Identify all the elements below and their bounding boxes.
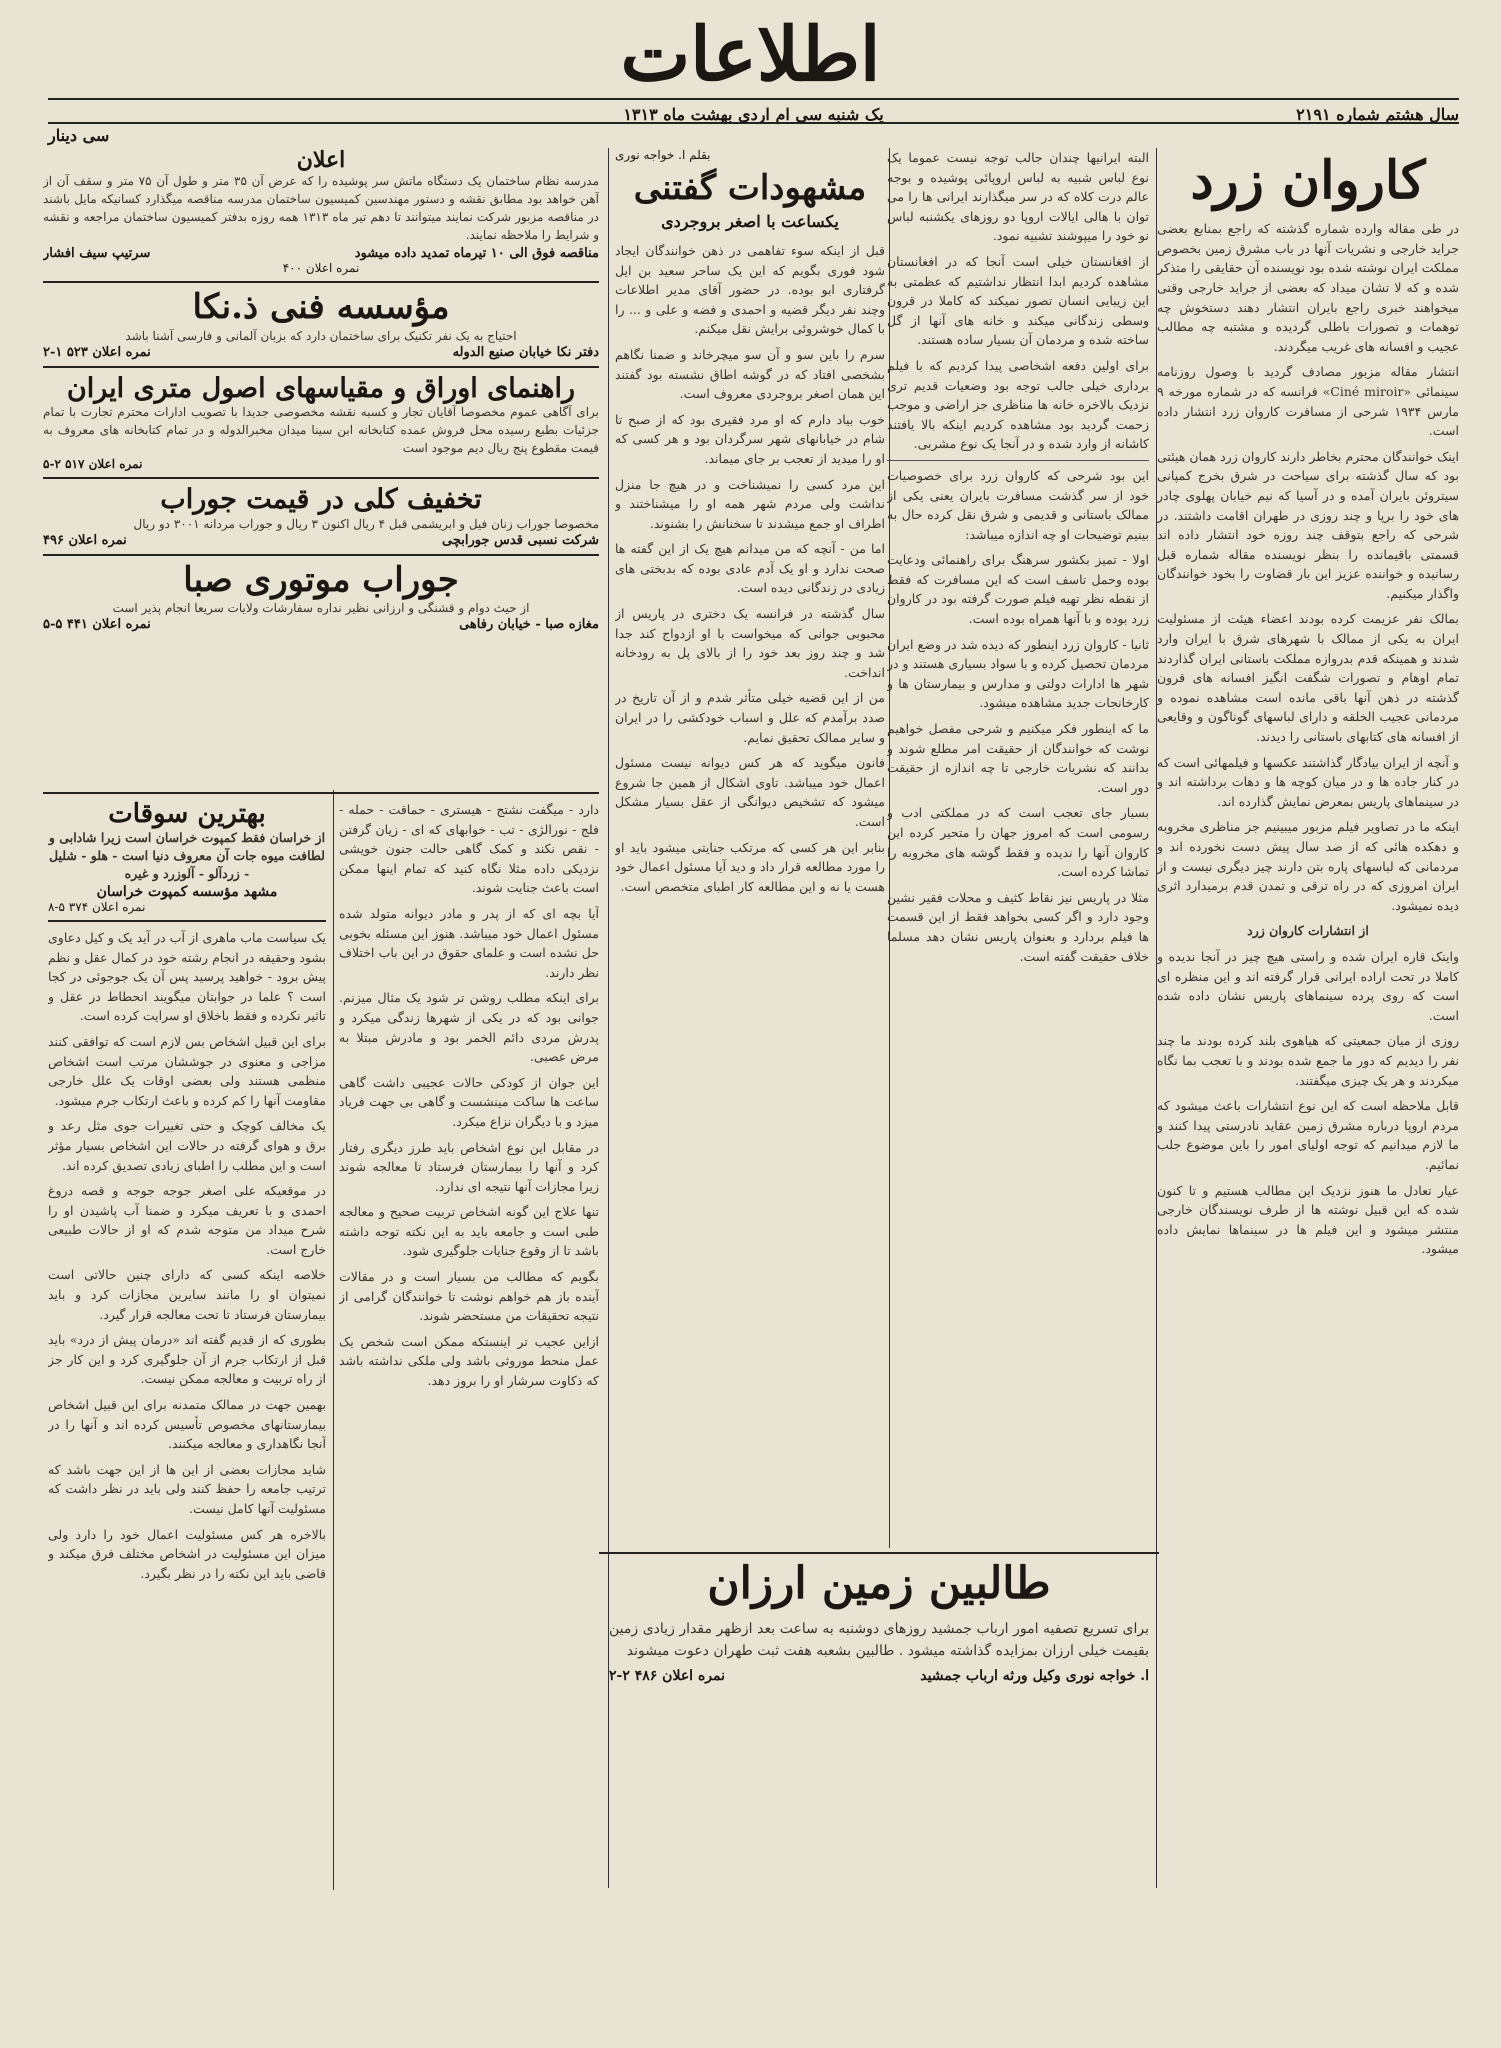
article-caravan-col2 (887, 148, 1149, 1540)
article-observations (615, 148, 885, 1883)
paragraph: سرم را باین سو و آن سو میچرخاند و ضمنا نگاهم بشخصی افتاد که در گوشه اطاق نشسته بود گفتند این همان اصغر بروجردی معروف است. (615, 346, 885, 402)
paragraph: برای این قبیل اشخاص بس لازم است که توافقی کنند مزاجی و معنوی در جوششان مرتب است اشخاص منظمی هستند ولی بعضی اوقات یک علل خارجی مقاومت آنها را کم کرده و باعث ارتکاب جرم میشود. (48, 1033, 326, 1108)
ad-naka (43, 289, 599, 359)
divider (43, 554, 599, 556)
paragraph: واینک قاره ایران شده و راستی هیچ چیز در آنجا ندیده و کاملا در تحت اراده ایرانی قرار گرفته اند و این منظره ای است که روی پرده سینماهای پاریس نشان داده شده است. (1157, 948, 1459, 1023)
paragraph: اینکه ما در تصاویر فیلم مزبور میبینیم جز مناظری مخروبه و دهکده هائی که از صد سال پیش دست نخورده اند و مردمانی که لباسهای پاره بتن دارند چیز دیگری نیست و از ایران امروزی که در راه ترقی و تمدن قدم برمیدارد اثری دیده نمیشود. (1157, 819, 1459, 913)
ad-khorasan-compote (48, 800, 326, 914)
ad-body: از خراسان فقط کمپوت خراسان است زیرا شادابی و لطافت میوه جات آن معروف دنیا است - هلو - شلیل - زردآلو - آلوزرد و غیره (48, 829, 326, 881)
paragraph: سال گذشته در فرانسه یک دختری در پاریس از محبوبی جوانی که میخواست با او ازدواج کند جدا شد و چند روز بعد خود را از بالای پل به رودخانه انداخت. (615, 606, 885, 680)
paragraph: بسیار جای تعجب است که در مملکتی ادب و رسومی است که امروز جهان را متحیر کرده این کاروان آنها را ندیده و فقط گوشه های مخروبه را تماشا کرده است. (887, 805, 1149, 880)
paragraph: خلاصه اینکه کسی که دارای چنین حالاتی است نمیتوان او را مانند سایرین مجازات کرد و باید بیمارستان فرستاد تا تحت معالجه قرار گیرد. (48, 1267, 326, 1322)
ad-announcement (43, 148, 599, 275)
ad-number: نمره اعلان ۴۹۶ (43, 532, 127, 548)
divider (43, 281, 599, 283)
article-headline: کاروان زرد (1190, 150, 1426, 211)
paragraph: من از این قضیه خیلی متأثر شدم و از آن تاریخ در صدد برآمدم که علل و اسباب خودکشی را در ایران و سایر ممالک تحقیق نمایم. (615, 690, 885, 745)
paragraph: در موقعیکه علی اصغر جوجه جوجه و قصه دروغ احمدی و با تعریف میکرد و ضمنا آب پاشیدن او را شرح میداد من متوجه شدم که او از حالات طبیعی خارج است. (48, 1183, 326, 1257)
paragraph: در طی مقاله وارده شماره گذشته که راجع بمنابع بعضی جراید خارجی و نشریات آنها در باب مشرق زمین بخصوص مملکت ایران نوشته شده بود نویسنده آن حقایقی را متذکر شده و که لا تشان میداد که بعضی از جراید خارجی وقتی میخواهند خبری راجع بایران انتشار دهند دستخوش چه توهمات و تصورات باطلی گردیده و مشتبه چه مطالب عجیب و افسانه های غریب میگردند. (1157, 221, 1459, 354)
ads-column (43, 148, 599, 778)
ad-title: جوراب موتوری صبا (183, 559, 459, 600)
paragraph: در مقابل این نوع اشخاص باید طرز دیگری رفتار کرد و آنها را بیمارستان فرستاد تا معالجه شوند زیرا مجازات آنها نتیجه ای ندارد. (339, 1139, 599, 1194)
ad-body: احتیاج به یک نفر تکنیک برای ساختمان دارد که بزبان آلمانی و فارسی آشنا باشد (125, 328, 517, 343)
ad-footer-text: مشهد مؤسسه کمپوت خراسان (96, 883, 278, 900)
ad-footer-text: شرکت نسبی قدس جورابچی (442, 532, 599, 548)
paragraph: ثانیا - کاروان زرد اینطور که دیده شد در وضع ایران مردمان تحصیل کرده و با سواد بسیاری هستند و در شهر ها ادارات دولتی و مدارس و بیمارستان ها و کارخانجات جدید مشاهده میشود. (887, 636, 1149, 711)
ad-title: تخفیف کلی در قیمت جوراب (160, 484, 482, 516)
paragraph: دارد - میگفت نشتج - هیستری - حماقت - حمله - فلج - نورالژی - تب - خوابهای که ای - زیان گرفتن - نقص نکند و کمک گاهی حالت جنون خویشی نزدیکی داده مثلا نگاه کنید که تمام اینها ممکن است باعث جنایت شوند. (339, 802, 599, 896)
paragraph: اینک خوانندگان محترم بخاطر دارند کاروان زرد همان هیئتی بود که سال گذشته برای سیاحت در شرق بخرج کمپانی سیتروئن بایران آمده و در آسیا که نیم خیابان پهلوی چادر های خود را برپا و چند روزی در طهران اقامت داشتند. در شرحی که راجع بتوقف چند روزه خود انتشار داده اند قسمتی باقیمانده را بنظر نویسنده مقاله شماره قبل رسانیده و خواننده عزیز این بار قضاوت را بخود خوانندگان واگذار میکنیم. (1157, 448, 1459, 601)
paragraph: یک مخالف کوچک و حتی تغییرات جوی مثل رعد و برق و هوای گرفته در حالات این اشخاص بسیار مؤثر است و این مطلب را اطبای زیادی تصدیق کرده اند. (48, 1118, 326, 1173)
left-column (48, 800, 326, 1885)
divider (48, 920, 326, 922)
paragraph: انتشار مقاله مزبور مصادف گردید با وصول روزنامه سینمائی «Ciné miroir» فرانسه که در شماره مورخه ۹ مارس ۱۹۳۴ شرحی از مسافرت کاروان زرد انتشار داده است. (1157, 364, 1459, 439)
column-divider (333, 790, 334, 1890)
dateline (48, 102, 1459, 145)
article-headline: مشهودات گفتنی (633, 168, 867, 208)
divider (43, 792, 599, 794)
paragraph: از افغانستان خیلی است آنجا که در افغانستان مشاهده کردیم ابدا انتظار نداشتیم که عظمتی به این زیبایی انسان تصور نمیکند که کاملا در قرون وسطی زندگانی میکند و خانه های آنها از گل ساخته شده و مردمان آن بسیار ساده هستند. (887, 253, 1149, 348)
ad-footer (43, 246, 599, 261)
ad-footer (43, 617, 599, 632)
paragraph: فانون میگوید که هر کس دیوانه نیست مسئول اعمال خود میباشد. تاوی اشکال از همین جا شروع میشود که تشخیص دیوانگی از عقل بسیار مشکل است. (615, 755, 885, 830)
ad-body: برای تسریع تصفیه امور ارباب جمشید روزهای دوشنبه به ساعت بعد ازظهر مقدار زیادی زمین بقیمت خیلی ارزان بمزایده گذاشته میشود . طالبین بشعبه هفت ثبت طهران دعوت میشوند (609, 1621, 1149, 1660)
article-caravan-col1 (1157, 148, 1459, 1883)
paragraph: بمالک نفر عزیمت کرده بودند اعضاء هیئت از مسئولیت ایران به یکی از ممالک با شهرهای شرق با ایران وارد شدند و همینکه قدم بدروازه مملکت باستانی ایران گذاردند تمام اوهام و تصورات شگفت انگیز افسانه های قرون گذشته در ذهن آنها باقی مانده است مشاهده نموده و مردمانی عجیب الخلقه و دارای لباسهای گوناگون و وقایعی از افسانه های کتابهای باستانی را دیدند. (1157, 611, 1459, 745)
paragraph: برای اینکه مطلب روشن تر شود یک مثال میزنم. جوانی بود که در یکی از شهرها زندگی میکرد و پدرش مردی دائم الخمر بود و مادرش مبتلا به مرض عصبی. (339, 990, 599, 1065)
section-caption: از انتشارات کاروان زرد (1247, 923, 1369, 939)
ad-sock-discount (43, 485, 599, 548)
ad-number: نمره اعلان ۴۰۰ (282, 261, 360, 276)
paragraph: یک سیاست ماب ماهری از آب در آید یک و کیل دعاوی بشود وحقیقه در انجام رشته خود در کمال عقل و نظم پیش برود - خواهید پرسید پس آن یک جوجوئی در کجا است ؟ علما در جوابتان میگویند انحطاط در عقل و تاثیر نکرده و فقط باخلاق او سرایت کرده است. (48, 929, 326, 1024)
paragraph: این بود شرحی که کاروان زرد برای خصوصیات خود از سر گذشت مسافرت بایران یعنی یکی از ممالک باستانی و قدیمی و شرق نقل کرده حال به بینیم توضیحات او چه اندازه میباشد: (887, 467, 1149, 542)
paragraph: بالاخره هر کس مسئولیت اعمال خود را دارد ولی میزان این مسئولیت در اشخاص مختلف فرق میکند و قاضی باید این نکته را در نظر بگیرد. (48, 1526, 326, 1581)
ad-footer (43, 533, 599, 548)
ad-footer-text: مناقصه فوق الی ۱۰ تیرماه تمدید داده میشود (354, 246, 599, 262)
paragraph: این مرد کسی را نمیشناخت و در هیچ جا منزل نداشت ولی مردم شهر همه او را میشناختند و اطراف او جمع میشدند تا سخنانش را بشنوند. (615, 476, 885, 531)
masthead-rule-bottom (48, 122, 1459, 124)
article-body (1157, 219, 1459, 1259)
divider (43, 477, 599, 479)
ad-body: مدرسه نظام ساختمان یک دستگاه ماتش سر پوشیده را که عرض آن ۳۵ متر و طول آن ۷۵ متر و سقف آن از آهن خواهد بود مطابق نقشه و دستور مهندسین کمیسیون ساختمان مدرسه مناقصه میگذارد کسانیکه مایل باشند در مناقصه مزبور شرکت نمایند میتوانند تا دهم تیر ماه ۱۳۱۳ همه روزه بدفتر کمیسیون ساختمان مراجعه و نقشه و شرایط را ملاحظه نمایند. (43, 174, 599, 243)
ad-number: نمره اعلان ۴۴۱ ۵-۵ (43, 617, 151, 633)
ad-footer-text: دفتر نکا خیابان صنیع الدوله (452, 344, 599, 360)
paragraph: بهمین جهت در ممالک متمدنه برای این قبیل اشخاص بیمارستانهای مخصوص تأسیس کرده اند و آنها را در آنجا نگاهداری و معالجه میکنند. (48, 1397, 326, 1452)
ad-title: راهنمای اوراق و مقیاسهای اصول متری ایران (66, 372, 576, 404)
paragraph: برای اولین دفعه اشخاصی پیدا کردیم که با فیلم برداری خیلی جالب توجه بود وضعیات قدیم تری نزدیک بالاخره خانه ها مناظری جز اراضی و موجب زحمت گردید بود مشاهده کردیم اینکه بالا یافتند کاشانه از وارد شده و در آنجا یک نوع مشربی. (887, 357, 1149, 452)
paragraph: تنها علاج این گونه اشخاص تربیت صحیح و معالجه طبی است و جامعه باید به این نکته توجه داشته باشد تا از وقوع جنایات جلوگیری شود. (339, 1204, 599, 1259)
paragraph: قابل ملاحظه است که این نوع انتشارات باعث میشود که مردم اروپا درباره مشرق زمین عقاید نادرستی پیدا کنند و ما لازم میدانیم که توجه اولیای امور را باین موضوع جلب نمائیم. (1157, 1098, 1459, 1172)
paragraph: بطوری که از قدیم گفته اند «درمان پیش از درد» باید قبل از ارتکاب جرم از آن جلوگیری کرد و این کار جز از راه تربیت و معالجه ممکن نیست. (48, 1332, 326, 1387)
paragraph: آیا بچه ای که از پدر و مادر دیوانه متولد شده مسئول اعمال خود میباشد. هنوز این مسئله بخوبی حل نشده است و علمای حقوق در این باب اختلاف نظر دارند. (339, 905, 599, 980)
divider (887, 460, 1149, 461)
ad-number: نمره اعلان ۵۱۷ ۲-۵ (43, 457, 143, 472)
ad-saba-socks (43, 559, 599, 633)
paragraph: مثلا در پاریس نیز نقاط کثیف و محلات فقیر نشین وجود دارد و اگر کسی بخواهد فقط از این قسمت ها فیلم بردارد و بعنوان پاریس نشان دهد مسلما خلاف حقیقت گفته است. (887, 889, 1149, 964)
article-observations-continued (339, 800, 599, 1885)
issue-number: سال هشتم شماره ۲۱۹۱ (1296, 105, 1459, 124)
paragraph: این جوان از کودکی حالات عجیبی داشت گاهی ساعت ها ساکت مینشست و گاهی بی جهت فریاد میزد و با دیگران نزاع میکرد. (339, 1074, 599, 1129)
ad-footer-text: مغازه صبا - خیابان رفاهی (459, 617, 599, 633)
ad-title: طالبین زمین ارزان (707, 1560, 1051, 1609)
paragraph: بنابر این هر کسی که مرتکب جنایتی میشود باید او را مورد مطالعه قرار داد و دید آیا مسئول اعمال خود هست یا نه و این مطالعه کار اطبای متخصص است. (615, 839, 885, 894)
paragraph: و آنچه از ایران بیادگار گذاشتند عکسها و فیلمهائی است که در کنار جاده ها و در میان کوچه ها و دهات برداشته اند و در سینماهای پاریس بمعرض نمایش گذارده اند. (1157, 754, 1459, 809)
ad-title: اعلان (296, 148, 346, 173)
paragraph: شاید مجازات بعضی از این ها از این جهت باشد که ترتیب جامعه را حفظ کنند ولی باید در نظر داشت که مسئولیت آنها کامل نیست. (48, 1461, 326, 1517)
ad-number: نمره اعلان ۵۲۳ ۱-۲ (43, 344, 151, 360)
ad-number: نمره اعلان ۳۷۴ ۵-۸ (48, 899, 146, 914)
masthead-rule-top (48, 98, 1459, 100)
paragraph: عیار تعادل ما هنوز نزدیک این مطالب هستیم و تا کنون شده که این قبیل نوشته ها از طرف نویسندگان خارجی منتشر میشود و این فیلم ها در سینماها نمایش داده میشود. (1157, 1182, 1459, 1257)
paragraph: ازاین عجیب تر اینستکه ممکن است شخص یک عمل منحط موروثی باشد ولی ملکی نداشته باشد که ذکاوت سرشار او را بروز دهد. (339, 1333, 599, 1389)
ad-metric-guide (43, 374, 599, 472)
paragraph: بگویم که مطالب من بسیار است و در مقالات آینده باز هم خواهم نوشت تا خوانندگان گرامی از نتیجه تحقیقات من مستحضر شوند. (339, 1269, 599, 1324)
paragraph: اولا - تمیز بکشور سرهنگ برای راهنمائی ودعایت بوده وحمل تاسف است که این مسافرت که فقط از نقطه نظر تهیه فیلم صورت گرفته بود در کاروان زرد بوده و با آنها همراه بوده است. (887, 552, 1149, 627)
article-body (615, 241, 885, 896)
paragraph: البته ایرانیها چندان جالب توجه نیست عموما یک نوع لباس شبیه به لباس اروپائی پوشیده و بوجه عالم درت کلاه که در سر میگذارند ایرانی ها را می توان با هالی ایالات اروپا دو روزهای یکشنبه لباس نو خود را میپوشند تشبیه نمود. (887, 150, 1149, 244)
ad-signature: سرتیپ سیف افشار (43, 246, 151, 262)
article-body (339, 800, 599, 1391)
ad-body: برای آگاهی عموم مخصوصا آقایان تجار و کسبه نقشه مخصوصی جدیدا با تصویب ادارات محترم تجارت با تمام جزئیات بطبع رسیده محل فروش عمده کتابخانه ابن سینا میدان مخبرالدوله و در تمام کتابخانه های معروف به قیمت مقطوع پنج ریال دیم موجود است (43, 405, 599, 456)
ad-body: مخصوصا جوراب زنان فیل و ابریشمی قبل ۴ ریال اکنون ۳ ریال و جوراب مردانه ۳۰۰۱ دو ریال (133, 516, 599, 531)
byline: بقلم ا. خواجه نوری (615, 148, 711, 162)
masthead-title: اطلاعات (620, 12, 881, 98)
issue-date: یک شنبه سی ام اردی بهشت ماه ۱۳۱۳ (623, 105, 884, 124)
ad-number: نمره اعلان ۴۸۶ ۲-۲ (609, 1668, 725, 1685)
ad-title: مؤسسه فنی ذ.نکا (192, 287, 450, 328)
paragraph: قبل از اینکه سوء تفاهمی در ذهن خوانندگان ایجاد شود فوری بگویم که این یک ساحر سعید بن ایل گرفتاری ابو بوده. در حضور آقای مدیر اطلاعات وچند نفر دیگر قضیه و احمدی و فضه و علی و ... را با کمال خوشروئی برایش نقل میکنم. (615, 242, 885, 337)
ad-footer (43, 345, 599, 360)
divider (43, 366, 599, 368)
paragraph: خوب بیاد دارم که او مرد فقیری بود که از صبح تا شام در خیابانهای شهر سرگردان بود و هر کسی که او را میدید از تعجب بر جای میماند. (615, 411, 885, 466)
paragraph: ما که اینطور فکر میکنیم و شرحی مفصل خواهیم نوشت که خوانندگان از حقیقت امر مطلع شوند و بدانند که نشریات خارجی تا چه اندازه از حقیقت دور است. (887, 721, 1149, 795)
ad-title: بهترین سوقات (108, 800, 266, 829)
article-body (48, 928, 326, 1583)
article-subhead: یکساعت با اصغر بروجردی (661, 212, 839, 232)
article-body (887, 148, 1149, 966)
paragraph: اما من - آنچه که من میدانم هیچ یک از این گفته ها صحت ندارد و او یک آدم عادی بوده که بدبختی های زیادی در زندگانی دیده است. (615, 541, 885, 596)
issue-price: سی دینار (48, 126, 110, 145)
paragraph: روزی از میان جمعیتی که هیاهوی بلند کرده بودند ما چند نفر را دیدیم که دور ما جمع شده بودند و با تعجب بما نگاه میکردند و هر یک چیزی میگفتند. (1157, 1033, 1459, 1088)
ad-signature: ا. خواجه نوری وکیل ورثه ارباب جمشید (920, 1668, 1149, 1685)
ad-body: از حیث دوام و قشنگی و ارزانی نظیر نداره سفارشات ولایات سریعا انجام پذیر است (112, 601, 530, 616)
